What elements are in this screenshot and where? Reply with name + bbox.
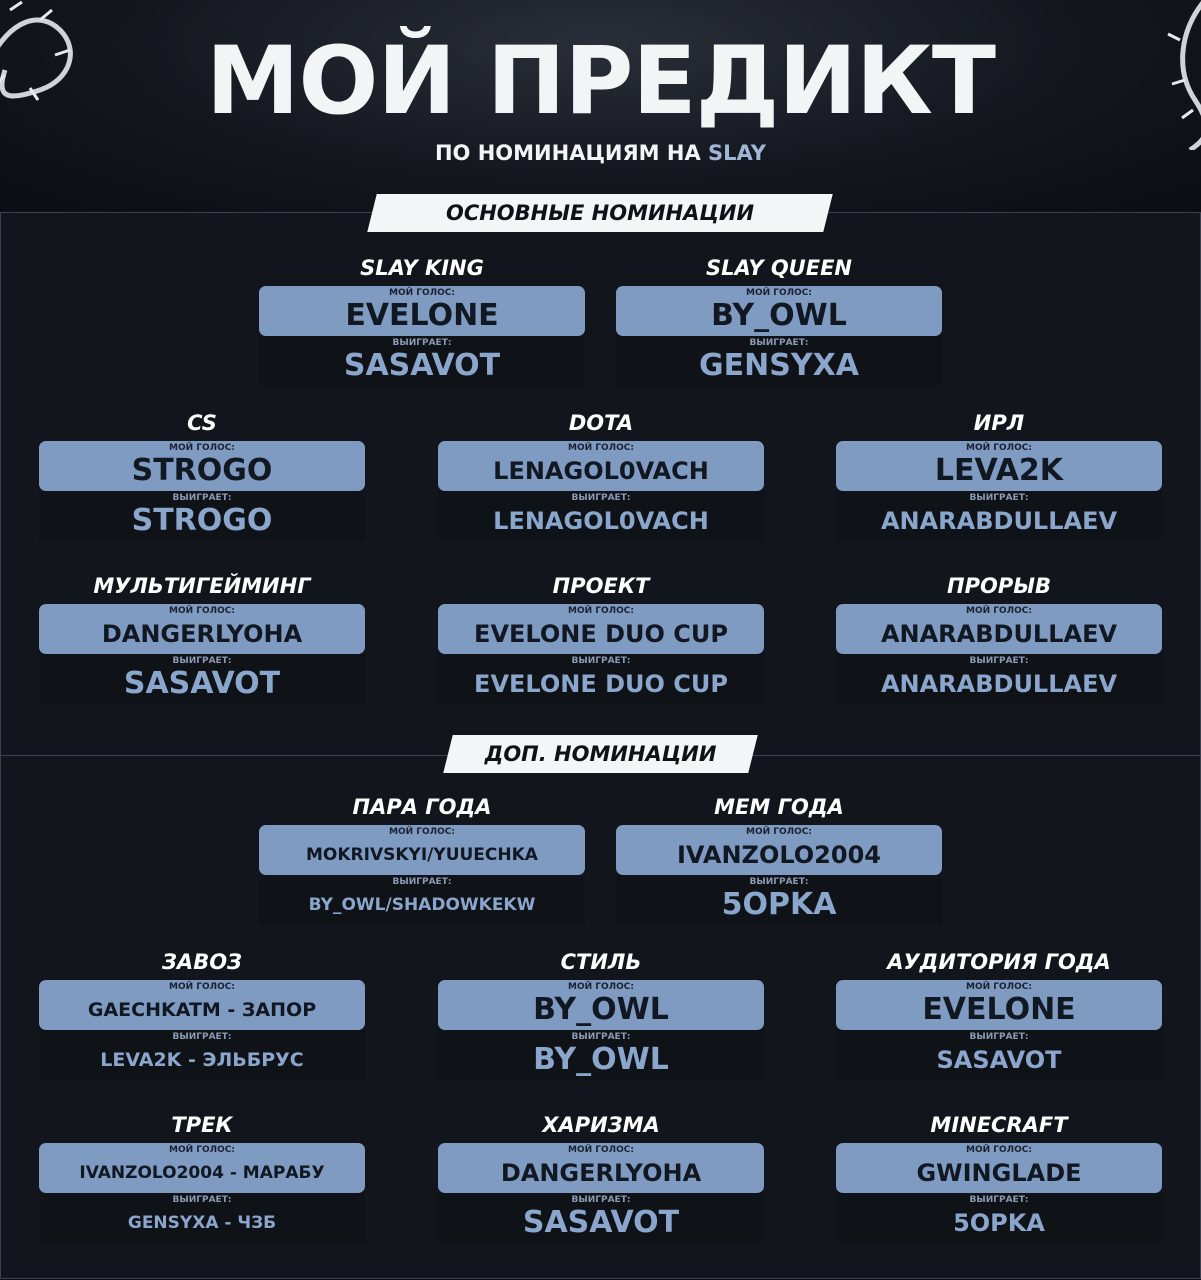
page-title: МОЙ ПРЕДИКТ <box>206 27 995 136</box>
my-vote-box <box>438 604 764 654</box>
my-vote-label: МОЙ ГОЛОС: <box>169 982 235 992</box>
winner-label: ВЫИГРАЕТ: <box>392 338 452 348</box>
winner-value: 5OPKA <box>721 887 837 922</box>
winner-box <box>616 875 942 925</box>
winner-value: SASAVOT <box>343 348 501 383</box>
nomination-title: ИРЛ <box>973 411 1025 435</box>
my-vote-label: МОЙ ГОЛОС: <box>169 606 235 616</box>
my-vote-value: DANGERLYOHA <box>101 620 303 648</box>
my-vote-box <box>836 441 1162 491</box>
winner-value: 5OPKA <box>953 1209 1045 1237</box>
nomination-title: СТИЛЬ <box>560 950 642 974</box>
my-vote-value: STROGO <box>131 453 273 488</box>
my-vote-value: MOKRIVSKYI/YUUECHKA <box>306 845 538 865</box>
winner-box <box>438 1030 764 1080</box>
winner-value: BY_OWL <box>533 1042 669 1077</box>
my-vote-value: BY_OWL <box>711 298 847 333</box>
subtitle-prefix: ПО НОМИНАЦИЯМ НА <box>434 141 709 165</box>
winner-box <box>836 491 1162 541</box>
my-vote-box <box>438 441 764 491</box>
winner-box <box>39 491 365 541</box>
my-vote-label: МОЙ ГОЛОС: <box>746 288 812 298</box>
winner-box <box>616 336 942 386</box>
my-vote-value: LEVA2K <box>934 453 1064 488</box>
winner-label: ВЫИГРАЕТ: <box>571 1032 631 1042</box>
winner-box <box>39 1193 365 1243</box>
winner-value: BY_OWL/SHADOWKEKW <box>308 895 536 915</box>
winner-value: SASAVOT <box>936 1046 1062 1074</box>
nomination-title: МУЛЬТИГЕЙМИНГ <box>93 574 311 598</box>
winner-box <box>438 491 764 541</box>
section-label-extra-text: ДОП. НОМИНАЦИИ <box>484 742 717 766</box>
winner-label: ВЫИГРАЕТ: <box>172 1195 232 1205</box>
my-vote-box <box>39 604 365 654</box>
nomination-title: CS <box>187 411 217 435</box>
my-vote-label: МОЙ ГОЛОС: <box>568 982 634 992</box>
nomination-title: SLAY QUEEN <box>705 256 853 280</box>
winner-box <box>259 336 585 386</box>
winner-label: ВЫИГРАЕТ: <box>172 656 232 666</box>
my-vote-value: EVELONE DUO CUP <box>474 620 728 648</box>
nomination-title: ТРЕК <box>171 1113 233 1137</box>
my-vote-box <box>39 1143 365 1193</box>
nomination-title: DOTA <box>568 411 634 435</box>
winner-value: GENSYXA - ЧЗБ <box>127 1213 277 1233</box>
my-vote-value: EVELONE <box>345 298 499 333</box>
nomination-title: АУДИТОРИЯ ГОДА <box>887 950 1111 974</box>
my-vote-label: МОЙ ГОЛОС: <box>389 827 455 837</box>
header <box>0 0 1201 215</box>
my-vote-value: BY_OWL <box>533 992 669 1027</box>
my-vote-box <box>438 980 764 1030</box>
my-vote-box <box>438 1143 764 1193</box>
my-vote-box <box>259 825 585 875</box>
my-vote-box <box>836 604 1162 654</box>
my-vote-value: IVANZOLO2004 <box>677 841 881 869</box>
my-vote-box <box>39 441 365 491</box>
winner-label: ВЫИГРАЕТ: <box>172 493 232 503</box>
winner-label: ВЫИГРАЕТ: <box>571 1195 631 1205</box>
my-vote-value: LENAGOL0VACH <box>493 457 709 485</box>
subtitle-accent: SLAY <box>708 141 766 165</box>
page-subtitle <box>0 141 1201 165</box>
winner-label: ВЫИГРАЕТ: <box>172 1032 232 1042</box>
nomination-title: ПРОРЫВ <box>947 574 1051 598</box>
winner-label: ВЫИГРАЕТ: <box>571 493 631 503</box>
section-label-extra <box>443 735 757 773</box>
winner-label: ВЫИГРАЕТ: <box>969 493 1029 503</box>
my-vote-box <box>836 1143 1162 1193</box>
my-vote-value: GAECHKATM - ЗАПОР <box>87 999 317 1021</box>
my-vote-label: МОЙ ГОЛОС: <box>568 1145 634 1155</box>
nomination-title: ПРОЕКТ <box>552 574 650 598</box>
winner-box <box>438 654 764 704</box>
nomination-title: МЕМ ГОДА <box>714 795 844 819</box>
my-vote-value: EVELONE <box>922 992 1076 1027</box>
my-vote-label: МОЙ ГОЛОС: <box>966 606 1032 616</box>
winner-value: ANARABDULLAEV <box>880 507 1118 535</box>
nomination-title: ЗАВОЗ <box>162 950 242 974</box>
winner-box <box>259 875 585 925</box>
my-vote-label: МОЙ ГОЛОС: <box>966 1145 1032 1155</box>
my-vote-box <box>259 286 585 336</box>
winner-value: GENSYXA <box>699 348 859 383</box>
my-vote-label: МОЙ ГОЛОС: <box>966 982 1032 992</box>
winner-label: ВЫИГРАЕТ: <box>969 656 1029 666</box>
winner-value: STROGO <box>131 503 273 538</box>
my-vote-value: GWINGLADE <box>916 1159 1082 1187</box>
my-vote-label: МОЙ ГОЛОС: <box>746 827 812 837</box>
nomination-title: MINECRAFT <box>930 1113 1068 1137</box>
winner-label: ВЫИГРАЕТ: <box>392 877 452 887</box>
winner-value: LENAGOL0VACH <box>493 507 709 535</box>
winner-label: ВЫИГРАЕТ: <box>749 877 809 887</box>
nomination-title: ХАРИЗМА <box>542 1113 660 1137</box>
winner-box <box>836 1193 1162 1243</box>
my-vote-value: DANGERLYOHA <box>500 1159 702 1187</box>
winner-label: ВЫИГРАЕТ: <box>571 656 631 666</box>
winner-value: EVELONE DUO CUP <box>474 670 728 698</box>
winner-box <box>438 1193 764 1243</box>
nomination-title: ПАРА ГОДА <box>352 795 492 819</box>
my-vote-label: МОЙ ГОЛОС: <box>169 443 235 453</box>
section-label-main-text: ОСНОВНЫЕ НОМИНАЦИИ <box>445 201 755 225</box>
winner-value: SASAVOT <box>522 1205 680 1240</box>
winner-box <box>39 654 365 704</box>
my-vote-label: МОЙ ГОЛОС: <box>966 443 1032 453</box>
my-vote-box <box>616 286 942 336</box>
my-vote-label: МОЙ ГОЛОС: <box>169 1145 235 1155</box>
winner-value: SASAVOT <box>123 666 281 701</box>
my-vote-value: ANARABDULLAEV <box>880 620 1118 648</box>
winner-label: ВЫИГРАЕТ: <box>969 1032 1029 1042</box>
my-vote-label: МОЙ ГОЛОС: <box>568 606 634 616</box>
my-vote-box <box>39 980 365 1030</box>
winner-box <box>39 1030 365 1080</box>
nomination-title: SLAY KING <box>360 256 484 280</box>
my-vote-value: IVANZOLO2004 - МАРАБУ <box>79 1163 325 1183</box>
my-vote-label: МОЙ ГОЛОС: <box>568 443 634 453</box>
winner-box <box>836 654 1162 704</box>
my-vote-box <box>836 980 1162 1030</box>
winner-box <box>836 1030 1162 1080</box>
winner-label: ВЫИГРАЕТ: <box>969 1195 1029 1205</box>
my-vote-box <box>616 825 942 875</box>
winner-value: LEVA2K - ЭЛЬБРУС <box>100 1049 304 1071</box>
winner-value: ANARABDULLAEV <box>880 670 1118 698</box>
my-vote-label: МОЙ ГОЛОС: <box>389 288 455 298</box>
winner-label: ВЫИГРАЕТ: <box>749 338 809 348</box>
section-label-main <box>367 194 832 232</box>
